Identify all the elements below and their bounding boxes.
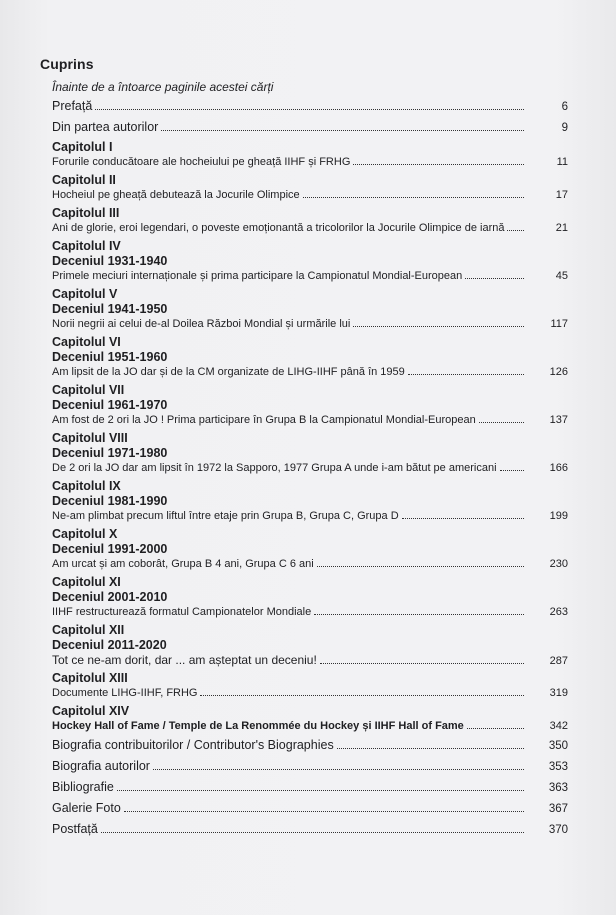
chapter-heading: Capitolul VI xyxy=(52,335,121,349)
toc-entry xyxy=(52,335,568,379)
chapter-heading: Capitolul IX xyxy=(52,479,121,493)
page-number: 9 xyxy=(561,122,568,134)
chapter-heading: Capitolul X xyxy=(52,527,118,541)
decade-heading: Deceniul 1941-1950 xyxy=(52,302,168,316)
page-number: 287 xyxy=(549,655,568,667)
chapter-heading: Capitolul XIV xyxy=(52,704,130,718)
toc-line xyxy=(52,98,568,115)
page-number: 21 xyxy=(555,222,568,234)
dot-leader xyxy=(353,164,524,165)
toc-entry xyxy=(52,239,568,283)
entry-title: Prefață xyxy=(52,99,93,113)
page-number: 353 xyxy=(548,761,568,773)
dot-leader xyxy=(479,422,524,423)
page-number: 166 xyxy=(549,462,568,474)
toc-line xyxy=(52,461,568,475)
toc-line xyxy=(52,119,568,136)
chapter-heading: Capitolul XI xyxy=(52,575,121,589)
dot-leader xyxy=(161,130,524,131)
entry-title: IIHF restructurează formatul Campionatelor Mondiale xyxy=(52,606,312,618)
toc-entry xyxy=(52,821,568,838)
toc-line xyxy=(52,155,568,169)
chapter-heading: Capitolul VIII xyxy=(52,431,128,445)
chapter-heading: Capitolul II xyxy=(52,173,116,187)
entry-title: Norii negrii ai celui de-al Doilea Război Mondial și urmările lui xyxy=(52,318,351,330)
dot-leader xyxy=(408,374,524,375)
decade-heading: Deceniul 1931-1940 xyxy=(52,254,168,268)
chapter-heading: Capitolul VII xyxy=(52,383,125,397)
toc-line xyxy=(52,269,568,283)
toc-entry xyxy=(52,671,568,700)
dot-leader xyxy=(402,518,524,519)
entry-title: Postfață xyxy=(52,822,98,836)
decade-heading: Deceniul 2011-2020 xyxy=(52,638,167,652)
chapter-heading: Capitolul XIII xyxy=(52,671,128,685)
toc-line xyxy=(52,737,568,754)
page-number: 370 xyxy=(548,824,568,836)
page-number: 342 xyxy=(549,720,568,732)
entry-title: Am urcat și am coborât, Grupa B 4 ani, Grupa C 6 ani xyxy=(52,558,314,570)
toc-line xyxy=(52,365,568,379)
entry-title: Am fost de 2 ori la JO ! Prima participare în Grupa B la Campionatul Mondial-European xyxy=(52,414,476,426)
dot-leader xyxy=(314,614,524,615)
toc-line xyxy=(52,413,568,427)
toc-line xyxy=(52,221,568,235)
entry-title: Forurile conducătoare ale hocheiului pe gheață IIHF și FRHG xyxy=(52,156,351,168)
chapter-heading: Capitolul V xyxy=(52,287,118,301)
toc-line xyxy=(52,317,568,331)
entry-title: Biografia contribuitorilor / Contributor's Biographies xyxy=(52,738,334,752)
dot-leader xyxy=(200,695,524,696)
decade-heading: Deceniul 2001-2010 xyxy=(52,590,168,604)
toc-entries xyxy=(52,98,568,838)
chapter-heading: Capitolul IV xyxy=(52,239,121,253)
dot-leader xyxy=(337,748,524,749)
page-number: 230 xyxy=(549,558,568,570)
toc-line xyxy=(52,188,568,202)
toc-line xyxy=(52,509,568,523)
dot-leader xyxy=(353,326,524,327)
toc-line xyxy=(52,779,568,796)
decade-heading: Deceniul 1951-1960 xyxy=(52,350,168,364)
entry-title: Galerie Foto xyxy=(52,801,121,815)
entry-title: Din partea autorilor xyxy=(52,120,159,134)
toc-entry xyxy=(52,140,568,169)
toc-entry xyxy=(52,623,568,667)
entry-title: Hockey Hall of Fame / Temple de La Renommée du Hockey și IIHF Hall of Fame xyxy=(52,720,464,732)
entry-title: Documente LIHG-IIHF, FRHG xyxy=(52,687,198,699)
dot-leader xyxy=(507,230,524,231)
entry-title: Tot ce ne-am dorit, dar ... am așteptat un deceniu! xyxy=(52,653,317,667)
toc-line xyxy=(52,800,568,817)
toc-line xyxy=(52,719,568,733)
toc-line xyxy=(52,686,568,700)
page-number: 117 xyxy=(550,318,568,330)
page-number: 17 xyxy=(555,189,568,201)
dot-leader xyxy=(117,790,524,791)
chapter-heading: Capitolul III xyxy=(52,206,120,220)
toc-entry xyxy=(52,98,568,115)
chapter-heading: Capitolul I xyxy=(52,140,113,154)
toc-entry xyxy=(52,431,568,475)
toc-entry xyxy=(52,206,568,235)
toc-entry xyxy=(52,383,568,427)
entry-title: Hocheiul pe gheață debutează la Jocurile Olimpice xyxy=(52,189,300,201)
toc-entry xyxy=(52,800,568,817)
decade-heading: Deceniul 1981-1990 xyxy=(52,494,168,508)
chapter-heading: Capitolul XII xyxy=(52,623,125,637)
toc-entry xyxy=(52,287,568,331)
toc-line xyxy=(52,605,568,619)
dot-leader xyxy=(101,832,524,833)
entry-title: Bibliografie xyxy=(52,780,114,794)
page-number: 367 xyxy=(548,803,568,815)
page-number: 6 xyxy=(561,101,568,113)
table-of-contents xyxy=(40,56,568,842)
toc-entry xyxy=(52,575,568,619)
entry-title: Ani de glorie, eroi legendari, o poveste emoționantă a tricolorilor la Jocurile Olimpice de iarnă xyxy=(52,222,505,234)
toc-line xyxy=(52,758,568,775)
page-number: 11 xyxy=(556,156,568,168)
page-number: 350 xyxy=(548,740,568,752)
entry-title: Biografia autorilor xyxy=(52,759,150,773)
dot-leader xyxy=(465,278,524,279)
toc-entry xyxy=(52,527,568,571)
dot-leader xyxy=(153,769,524,770)
page-number: 137 xyxy=(549,414,568,426)
dot-leader xyxy=(124,811,524,812)
toc-intro: Înainte de a întoarce paginile acestei cărți xyxy=(52,80,274,94)
page-number: 263 xyxy=(549,606,568,618)
page-number: 199 xyxy=(549,510,568,522)
entry-title: Primele meciuri internaționale și prima participare la Campionatul Mondial-European xyxy=(52,270,463,282)
entry-title: Ne-am plimbat precum liftul între etaje prin Grupa B, Grupa C, Grupa D xyxy=(52,510,399,522)
dot-leader xyxy=(467,728,524,729)
toc-line xyxy=(52,653,568,667)
toc-entry xyxy=(52,779,568,796)
toc-entry xyxy=(52,119,568,136)
toc-entry xyxy=(52,173,568,202)
toc-entry xyxy=(52,704,568,733)
dot-leader xyxy=(95,109,524,110)
toc-entry xyxy=(52,758,568,775)
toc-line xyxy=(52,557,568,571)
dot-leader xyxy=(500,470,524,471)
page-number: 45 xyxy=(555,270,568,282)
decade-heading: Deceniul 1961-1970 xyxy=(52,398,168,412)
toc-entry xyxy=(52,479,568,523)
page-number: 319 xyxy=(549,687,568,699)
dot-leader xyxy=(317,566,524,567)
decade-heading: Deceniul 1971-1980 xyxy=(52,446,168,460)
toc-line xyxy=(52,821,568,838)
dot-leader xyxy=(320,663,524,664)
page-number: 126 xyxy=(549,366,568,378)
toc-title: Cuprins xyxy=(40,56,94,72)
dot-leader xyxy=(303,197,524,198)
entry-title: De 2 ori la JO dar am lipsit în 1972 la Sapporo, 1977 Grupa A unde i-am bătut pe americani xyxy=(52,462,497,474)
toc-entry xyxy=(52,737,568,754)
entry-title: Am lipsit de la JO dar și de la CM organizate de LIHG-IIHF până în 1959 xyxy=(52,366,405,378)
decade-heading: Deceniul 1991-2000 xyxy=(52,542,168,556)
page-number: 363 xyxy=(548,782,568,794)
